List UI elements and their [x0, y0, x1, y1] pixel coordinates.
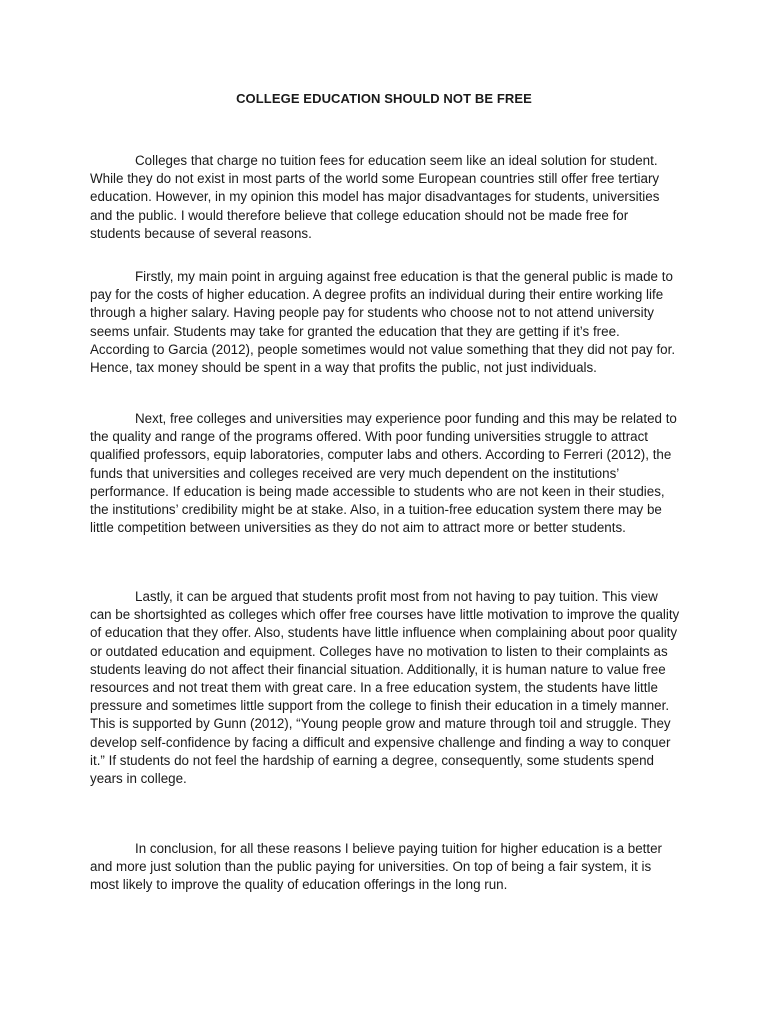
- paragraph-lastly: Lastly, it can be argued that students profit most from not having to pay tuition. This view can be shortsighted as colleges which offer free courses have little motivation to improve the quality of education that they offer. Also, students have little influence when complaining about poor quality or outdated education and equipment. Colleges have no motivation to listen to their complaints as students leaving do not affect their financial situation. Additionally, it is human nature to value free resources and not treat them with great care. In a free education system, the students have little pressure and sometimes little support from the college to finish their education in a timely manner. This is supported by Gunn (2012), “Young people grow and mature through toil and struggle. They develop self-confidence by facing a difficult and expensive challenge and finding a way to conquer it.” If students do not feel the hardship of earning a degree, consequently, some students spend years in college.: [90, 589, 680, 787]
- paragraph-firstly: Firstly, my main point in arguing against free education is that the general public is made to pay for the costs of higher education. A degree profits an individual during their entire working life through a higher salary. Having people pay for students who choose not to not attend university seems unfair. Students may take for granted the education that they are getting if it’s free. According to Garcia (2012), people sometimes would not value something that they did not pay for. Hence, tax money should be spent in a way that profits the public, not just individuals.: [90, 269, 676, 376]
- paragraph-introduction: Colleges that charge no tuition fees for education seem like an ideal solution for student. While they do not exist in most parts of the world some European countries still offer free tertiary education. However, in my opinion this model has major disadvantages for students, universities and the public. I would therefore believe that college education should not be made free for students because of several reasons.: [90, 153, 660, 241]
- paragraph-next: Next, free colleges and universities may experience poor funding and this may be related to the quality and range of the programs offered. With poor funding universities struggle to attract qualified professors, equip laboratories, computer labs and others. According to Ferreri (2012), the funds that universities and colleges received are very much dependent on the institutions’ performance. If education is being made accessible to students who are not keen in their studies, the institutions’ credibility might be at stake. Also, in a tuition-free education system there may be little competition between universities as they do not aim to attract more or better students.: [90, 411, 677, 536]
- document-title: COLLEGE EDUCATION SHOULD NOT BE FREE: [236, 91, 532, 106]
- paragraph-conclusion: In conclusion, for all these reasons I believe paying tuition for higher education is a better and more just solution than the public paying for universities. On top of being a fair system, it is most likely to improve the quality of education offerings in the long run.: [90, 841, 663, 893]
